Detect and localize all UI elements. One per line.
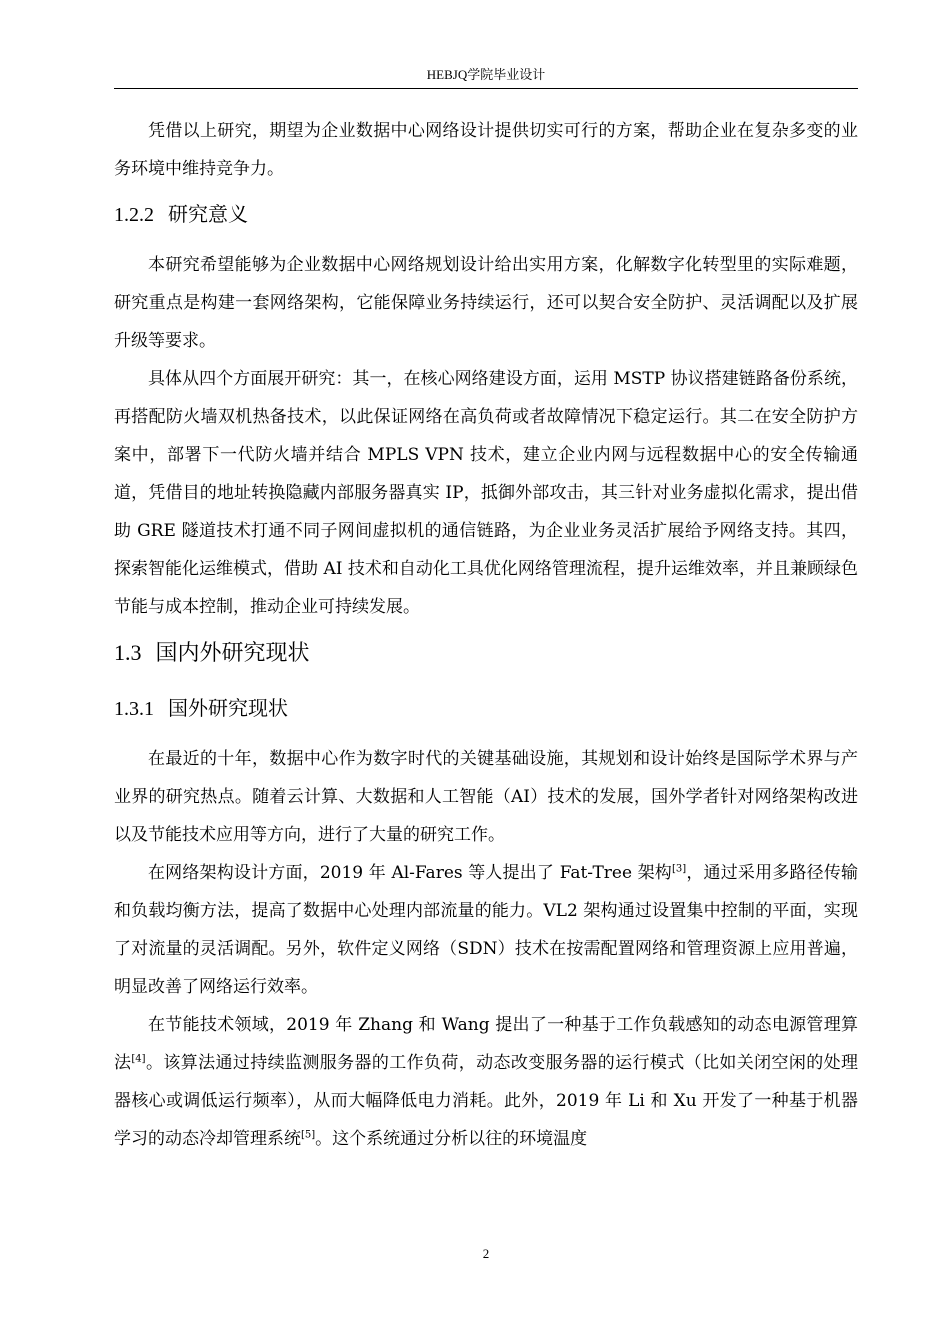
heading-number: 1.3 bbox=[114, 640, 142, 665]
page-number: 2 bbox=[482, 1246, 490, 1261]
text-segment: ，通过采用多路径传输和负载均衡方法，提高了数据中心处理内部流量的能力。VL2 架构通过设置集中控制的平面，实现了对流量的灵活调配。另外，软件定义网络（SDN）技术在按需配置网络和管理资源上应用普遍，明显改善了网络运行效率。 bbox=[114, 863, 859, 997]
heading-title: 国内外研究现状 bbox=[155, 641, 310, 666]
paragraph-foreign-overview: 在最近的十年，数据中心作为数字时代的关键基础设施，其规划和设计始终是国际学术界与产业界的研究热点。随着云计算、大数据和人工智能（AI）技术的发展，国外学者针对网络架构改进以及节能技术应用等方向，进行了大量的研究工作。 bbox=[114, 749, 858, 845]
text-segment: 。这个系统通过分析以往的环境温度 bbox=[315, 1129, 588, 1149]
paragraph-significance: 本研究希望能够为企业数据中心网络规划设计给出实用方案，化解数字化转型里的实际难题，研究重点是构建一套网络架构，它能保障业务持续运行，还可以契合安全防护、灵活调配以及扩展升级等要求。 bbox=[114, 255, 858, 351]
heading-title: 国外研究现状 bbox=[168, 696, 288, 720]
heading-1-3 bbox=[114, 626, 858, 682]
heading-1-3-1 bbox=[114, 682, 858, 740]
paragraph-network-architecture bbox=[114, 854, 858, 1006]
paragraph-four-aspects: 具体从四个方面展开研究：其一，在核心网络建设方面，运用 MSTP 协议搭建链路备份系统，再搭配防火墙双机热备技术，以此保证网络在高负荷或者故障情况下稳定运行。其二在安全防护方案中，部署下一代防火墙并结合 MPLS VPN 技术，建立企业内网与远程数据中心的安全传输通道，凭借目的地址转换隐藏内部服务器真实 IP，抵御外部攻击，其三针对业务虚拟化需求，提出借助 GRE 隧道技术打通不同子网间虚拟机的通信链路，为企业业务灵活扩展给予网络支持。其四，探索智能化运维模式，借助 AI 技术和自动化工具优化网络管理流程，提升运维效率，并且兼顾绿色节能与成本控制，推动企业可持续发展。 bbox=[114, 369, 858, 617]
text-segment: 。该算法通过持续监测服务器的工作负荷，动态改变服务器的运行模式（比如关闭空闲的处理器核心或调低运行频率），从而大幅降低电力消耗。此外，2019 年 Li 和 Xu 开发了一种基于机器学习的动态冷却管理系统 bbox=[114, 1053, 859, 1149]
text-segment: 在节能技术领域，2019 年 Zhang 和 Wang 提出了一种基于工作负载感知的动态电源管理算法 bbox=[114, 1015, 858, 1073]
paragraph-conclusion: 凭借以上研究，期望为企业数据中心网络设计提供切实可行的方案，帮助企业在复杂多变的业务环境中维持竞争力。 bbox=[114, 121, 858, 179]
citation-ref-3: [3] bbox=[672, 863, 687, 875]
page-body bbox=[114, 112, 858, 1158]
heading-1-2-2 bbox=[114, 188, 858, 246]
heading-number: 1.2.2 bbox=[114, 204, 154, 226]
text-segment: 在网络架构设计方面，2019 年 Al-Fares 等人提出了 Fat-Tree 架构 bbox=[148, 863, 672, 883]
heading-number: 1.3.1 bbox=[114, 698, 154, 720]
running-header: HEBJQ学院毕业设计 bbox=[426, 67, 546, 82]
header-rule bbox=[114, 88, 858, 89]
heading-title: 研究意义 bbox=[168, 202, 248, 226]
citation-ref-5: [5] bbox=[301, 1129, 316, 1141]
citation-ref-4: [4] bbox=[131, 1053, 146, 1065]
paragraph-energy-saving bbox=[114, 1006, 858, 1158]
